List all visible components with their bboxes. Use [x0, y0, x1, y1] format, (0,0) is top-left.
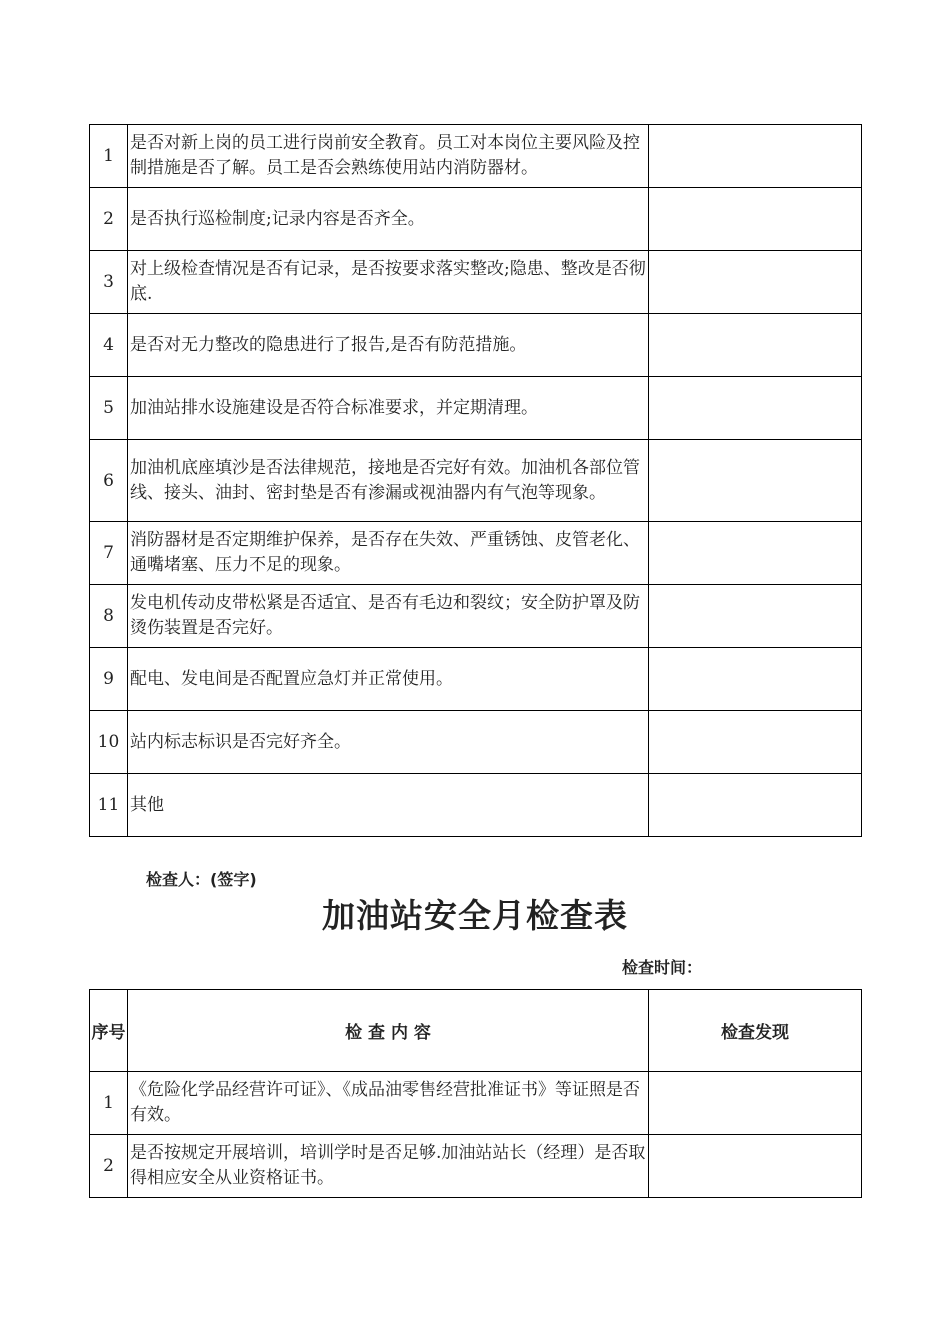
row-finding-cell[interactable] — [649, 440, 862, 522]
row-number: 11 — [90, 774, 128, 837]
row-number: 8 — [90, 585, 128, 648]
row-number: 1 — [90, 125, 128, 188]
table-row — [90, 188, 862, 251]
table-row — [90, 125, 862, 188]
row-number: 5 — [90, 377, 128, 440]
table-row — [90, 314, 862, 377]
header-content: 检 查 内 容 — [128, 990, 649, 1072]
row-finding-cell[interactable] — [649, 188, 862, 251]
row-number: 10 — [90, 711, 128, 774]
row-content: 是否对无力整改的隐患进行了报告,是否有防范措施。 — [128, 314, 649, 377]
row-finding-cell[interactable] — [649, 711, 862, 774]
table-row — [90, 251, 862, 314]
table-row — [90, 774, 862, 837]
row-content: 《危险化学品经营许可证》、《成品油零售经营批准证书》等证照是否有效。 — [128, 1072, 649, 1135]
page-title: 加油站安全月检查表 — [322, 896, 628, 935]
row-finding-cell[interactable] — [649, 251, 862, 314]
row-content: 站内标志标识是否完好齐全。 — [128, 711, 649, 774]
row-content: 消防器材是否定期维护保养，是否存在失效、严重锈蚀、皮管老化、通嘴堵塞、压力不足的现象。 — [128, 522, 649, 585]
row-finding-cell[interactable] — [649, 1072, 862, 1135]
row-finding-cell[interactable] — [649, 522, 862, 585]
table-row — [90, 522, 862, 585]
table-row — [90, 1072, 862, 1135]
table-row — [90, 1135, 862, 1198]
table-row — [90, 711, 862, 774]
header-number: 序号 — [90, 990, 128, 1072]
row-content: 是否对新上岗的员工进行岗前安全教育。员工对本岗位主要风险及控制措施是否了解。员工是否会熟练使用站内消防器材。 — [128, 125, 649, 188]
row-number: 4 — [90, 314, 128, 377]
row-number: 7 — [90, 522, 128, 585]
row-content: 其他 — [128, 774, 649, 837]
row-content: 加油站排水设施建设是否符合标准要求，并定期清理。 — [128, 377, 649, 440]
inspection-time-label: 检查时间： — [622, 958, 703, 977]
row-finding-cell[interactable] — [649, 774, 862, 837]
row-content: 是否执行巡检制度;记录内容是否齐全。 — [128, 188, 649, 251]
row-content: 发电机传动皮带松紧是否适宜、是否有毛边和裂纹；安全防护罩及防烫伤装置是否完好。 — [128, 585, 649, 648]
row-finding-cell[interactable] — [649, 585, 862, 648]
row-finding-cell[interactable] — [649, 377, 862, 440]
table-row — [90, 585, 862, 648]
table-row — [90, 440, 862, 522]
table-header-row — [90, 990, 862, 1072]
header-finding: 检查发现 — [649, 990, 862, 1072]
table-row — [90, 377, 862, 440]
row-finding-cell[interactable] — [649, 314, 862, 377]
row-content: 加油机底座填沙是否法律规范，接地是否完好有效。加油机各部位管线、接头、油封、密封垫是否有渗漏或视油器内有气泡等现象。 — [128, 440, 649, 522]
row-content: 对上级检查情况是否有记录，是否按要求落实整改;隐患、整改是否彻底. — [128, 251, 649, 314]
row-number: 2 — [90, 1135, 128, 1198]
inspection-table-bottom — [89, 989, 862, 1198]
table-row — [90, 648, 862, 711]
row-number: 2 — [90, 188, 128, 251]
row-number: 6 — [90, 440, 128, 522]
row-finding-cell[interactable] — [649, 1135, 862, 1198]
row-number: 1 — [90, 1072, 128, 1135]
row-content: 配电、发电间是否配置应急灯并正常使用。 — [128, 648, 649, 711]
row-content: 是否按规定开展培训，培训学时是否足够.加油站站长（经理）是否取得相应安全从业资格证书。 — [128, 1135, 649, 1198]
row-finding-cell[interactable] — [649, 648, 862, 711]
row-number: 3 — [90, 251, 128, 314]
inspection-table-top — [89, 124, 862, 837]
row-number: 9 — [90, 648, 128, 711]
row-finding-cell[interactable] — [649, 125, 862, 188]
inspector-signature-label: 检查人：(签字) — [146, 870, 257, 889]
